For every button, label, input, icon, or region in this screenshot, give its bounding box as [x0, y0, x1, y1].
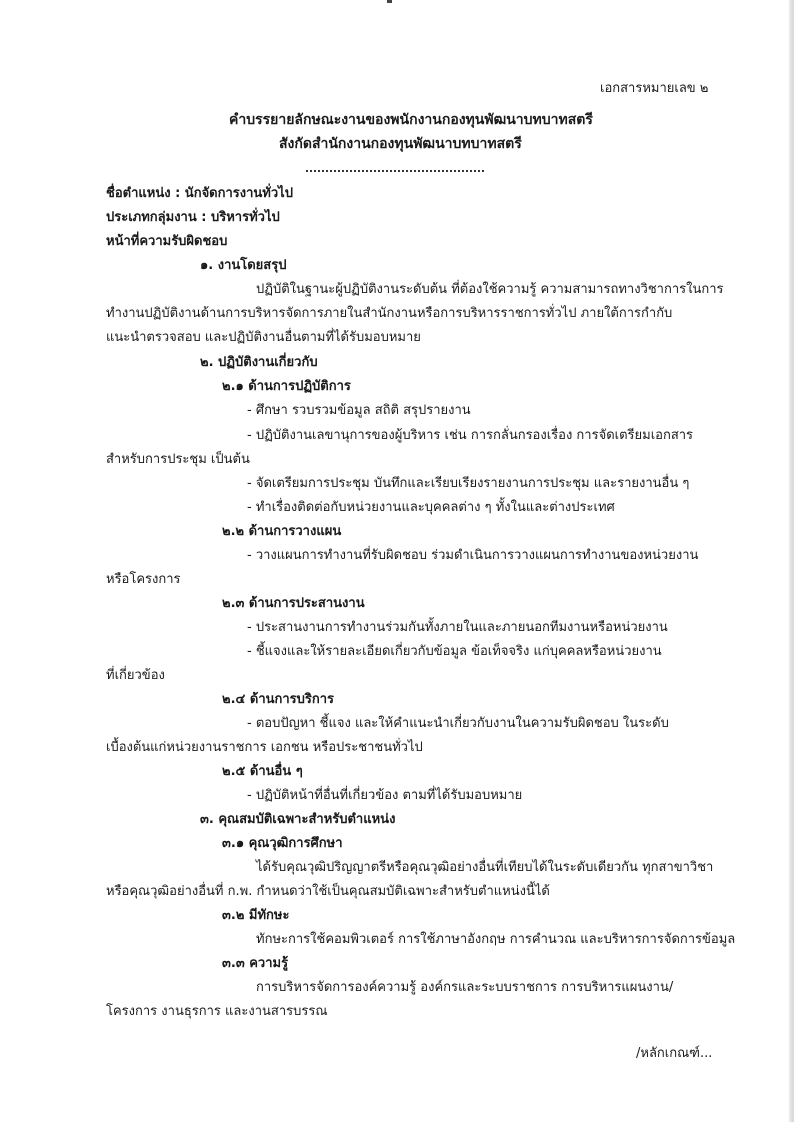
section-1-text: แนะนำตรวจสอบ และปฏิบัติงานอื่นตามที่ได้รับมอบหมาย	[106, 330, 421, 345]
section-3-1-text: ได้รับคุณวุฒิปริญญาตรีหรือคุณวุฒิอย่างอื่นที่เทียบได้ในระดับเดียวกัน ทุกสาขาวิชา	[256, 860, 714, 875]
section-3-1-text: หรือคุณวุฒิอย่างอื่นที่ ก.พ. กำหนดว่าใช้เป็นคุณสมบัติเฉพาะสำหรับตำแหน่งนี้ได้	[106, 884, 550, 899]
title-divider	[306, 170, 484, 172]
bullet-item: - ศึกษา รวบรวมข้อมูล สถิติ สรุปรายงาน	[247, 403, 471, 418]
section-2-3-heading: ๒.๓ ด้านการประสานงาน	[222, 596, 365, 611]
section-3-1-heading: ๓.๑ คุณวุฒิการศึกษา	[222, 836, 343, 851]
job-group: ประเภทกลุ่มงาน : บริหารทั่วไป	[106, 210, 280, 225]
position-name: ชื่อตำแหน่ง : นักจัดการงานทั่วไป	[106, 186, 293, 201]
section-3-3-text: โครงการ งานธุรการ และงานสารบรรณ	[106, 1004, 328, 1019]
bullet-item-continuation: สำหรับการประชุม เป็นต้น	[106, 452, 250, 467]
bullet-item: - ปฏิบัติหน้าที่อื่นที่เกี่ยวข้อง ตามที่ได้รับมอบหมาย	[247, 788, 523, 803]
bullet-item: - วางแผนการทำงานที่รับผิดชอบ ร่วมดำเนินการวางแผนการทำงานของหน่วยงาน	[247, 548, 699, 563]
bullet-item: - ชี้แจงและให้รายละเอียดเกี่ยวกับข้อมูล ข้อเท็จจริง แก่บุคคลหรือหน่วยงาน	[247, 644, 662, 659]
section-2-4-heading: ๒.๔ ด้านการบริการ	[222, 692, 335, 707]
section-2-heading: ๒. ปฏิบัติงานเกี่ยวกับ	[200, 355, 318, 370]
section-3-2-heading: ๓.๒ มีทักษะ	[222, 908, 290, 923]
title-line-2: สังกัดสำนักงานกองทุนพัฒนาบทบาทสตรี	[279, 136, 522, 152]
section-1-heading: ๑. งานโดยสรุป	[200, 258, 287, 273]
section-3-3-text: การบริหารจัดการองค์ความรู้ องค์กรและระบบราชการ การบริหารแผนงาน/	[256, 980, 674, 995]
section-2-2-heading: ๒.๒ ด้านการวางแผน	[222, 524, 342, 539]
bullet-item-continuation: ที่เกี่ยวข้อง	[106, 668, 165, 683]
section-3-2-text: ทักษะการใช้คอมพิวเตอร์ การใช้ภาษาอังกฤษ การคำนวณ และบริหารการจัดการข้อมูล	[256, 932, 736, 947]
bullet-item-continuation: หรือโครงการ	[106, 572, 181, 587]
document-reference: เอกสารหมายเลข ๒	[600, 81, 709, 96]
page-edge-shadow	[789, 0, 794, 1122]
bullet-item: - จัดเตรียมการประชุม บันทึกและเรียบเรียงรายงานการประชุม และรายงานอื่น ๆ	[247, 476, 690, 491]
continuation-marker: /หลักเกณฑ์...	[636, 1046, 713, 1061]
bullet-item: - ปฏิบัติงานเลขานุการของผู้บริหาร เช่น การกลั่นกรองเรื่อง การจัดเตรียมเอกสาร	[247, 428, 694, 443]
responsibilities-heading: หน้าที่ความรับผิดชอบ	[106, 234, 228, 249]
bullet-item: - ประสานงานการทำงานร่วมกันทั้งภายในและภายนอกทีมงานหรือหน่วยงาน	[247, 620, 668, 635]
section-1-text: ทำงานปฏิบัติงานด้านการบริหารจัดการภายในสำนักงานหรือการบริหารราชการทั่วไป ภายใต้การกำกับ	[106, 306, 673, 321]
section-2-5-heading: ๒.๕ ด้านอื่น ๆ	[222, 764, 303, 779]
section-2-1-heading: ๒.๑ ด้านการปฏิบัติการ	[222, 379, 351, 394]
section-3-heading: ๓. คุณสมบัติเฉพาะสำหรับตำแหน่ง	[200, 812, 396, 827]
section-1-text: ปฏิบัติในฐานะผู้ปฏิบัติงานระดับต้น ที่ต้องใช้ความรู้ ความสามารถทางวิชาการในการ	[256, 282, 724, 297]
section-3-3-heading: ๓.๓ ความรู้	[222, 956, 289, 971]
bullet-item: - ทำเรื่องติดต่อกับหน่วยงานและบุคคลต่าง ๆ ทั้งในและต่างประเทศ	[247, 500, 615, 515]
title-line-1: คำบรรยายลักษณะงานของพนักงานกองทุนพัฒนาบทบาทสตรี	[229, 112, 593, 128]
bullet-item: - ตอบปัญหา ชี้แจง และให้คำแนะนำเกี่ยวกับงานในความรับผิดชอบ ในระดับ	[247, 716, 669, 731]
bullet-item-continuation: เบื้องต้นแก่หน่วยงานราชการ เอกชน หรือประชาชนทั่วไป	[106, 740, 423, 755]
scan-mark	[387, 0, 392, 3]
